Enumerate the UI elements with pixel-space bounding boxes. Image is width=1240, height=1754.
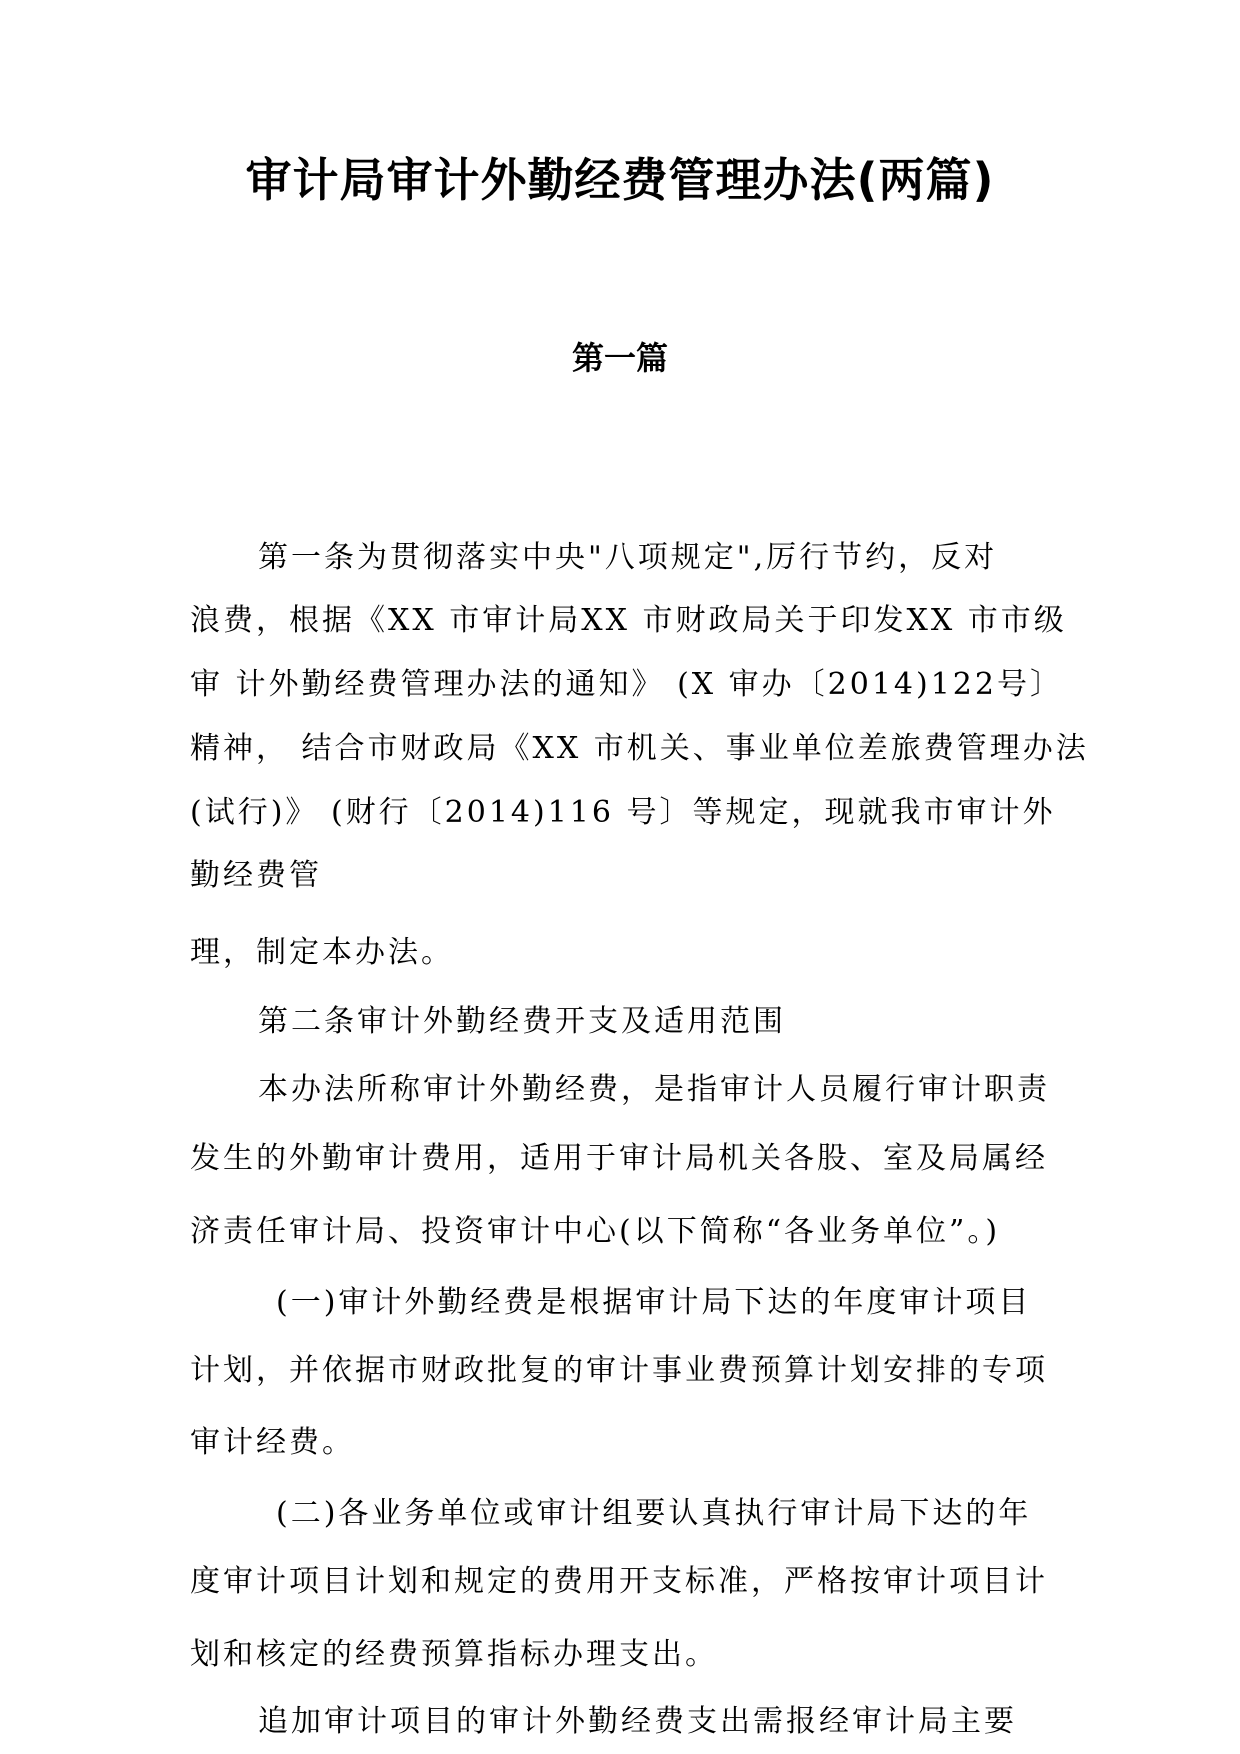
- paragraph-line: 度审计项目计划和规定的费用开支标准，严格按审计项目计: [190, 1564, 1048, 1599]
- paragraph-line: 审 计外勤经费管理办法的通知》 (X 审办〔2014)122号〕: [190, 667, 1063, 702]
- paragraph-line: 划和核定的经费预算指标办理支出。: [190, 1637, 718, 1672]
- paragraph-line: 精神， 结合市财政局《XX 市机关、事业单位差旅费管理办法: [190, 731, 1089, 766]
- article-heading: 第二条审计外勤经费开支及适用范围: [258, 1004, 786, 1039]
- document-title: 审计局审计外勤经费管理办法(两篇): [245, 153, 995, 207]
- paragraph-line: 追加审计项目的审计外勤经费支出需报经审计局主要: [258, 1704, 1017, 1739]
- section-title: 第一篇: [571, 339, 668, 377]
- paragraph-line: (一)审计外勤经费是根据审计局下达的年度审计项目: [276, 1285, 1032, 1320]
- paragraph-line: (二)各业务单位或审计组要认真执行审计局下达的年: [276, 1496, 1032, 1531]
- paragraph-line: 理，制定本办法。: [190, 935, 454, 970]
- paragraph-line: 本办法所称审计外勤经费，是指审计人员履行审计职责: [258, 1072, 1050, 1107]
- paragraph-line: 发生的外勤审计费用，适用于审计局机关各股、室及局属经: [190, 1141, 1048, 1176]
- paragraph-line: 勤经费管: [190, 858, 322, 893]
- paragraph-line: 审计经费。: [190, 1425, 355, 1460]
- paragraph-line: 济责任审计局、投资审计中心(以下简称“各业务单位”。): [190, 1214, 1001, 1249]
- paragraph-line: (试行)》 (财行〔2014)116 号〕等规定，现就我市审计外: [190, 795, 1056, 830]
- paragraph-line: 计划，并依据市财政批复的审计事业费预算计划安排的专项: [190, 1353, 1048, 1388]
- paragraph-line: 浪费，根据《XX 市审计局XX 市财政局关于印发XX 市市级: [190, 603, 1067, 638]
- paragraph-line: 第一条为贯彻落实中央"八项规定",厉行节约，反对: [258, 540, 998, 575]
